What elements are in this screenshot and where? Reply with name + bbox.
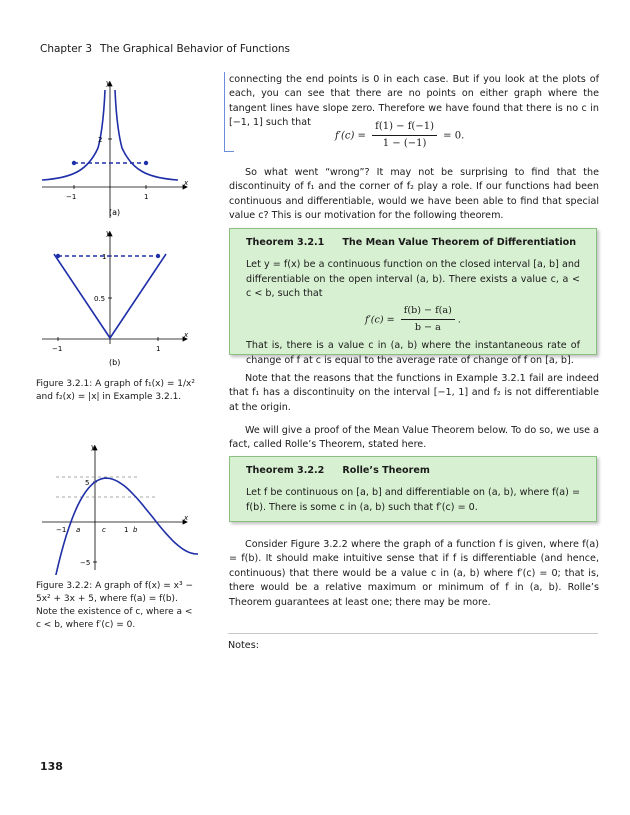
paragraph-5: Consider Figure 3.2.2 where the graph of a function f is given, where f(a) = f(b). It should make intuitive sense that if f is differentiable (and hence, continuous) that there would be a value c in (a, b) where f′(c) = 0; that is, there would be a relative maximum or minimum of f in (a, b). Rolle’s Theorem guarantees at least one; there may be more. [229,539,599,608]
x-label: x [184,514,189,522]
header-chapter: Chapter 3 [40,43,92,55]
endpoint-right [156,254,160,258]
x-tick-label-1: 1 [124,526,129,534]
curve-right-branch [115,90,178,180]
x-tick-label-neg1: −1 [52,345,63,353]
cubic-curve [47,478,198,575]
x-tick-label-neg1: −1 [66,193,77,201]
notes-area [228,633,598,651]
theorem-1-eq-fraction [401,304,455,336]
endpoint-right [144,161,148,165]
endpoint-left [72,161,76,165]
endpoint-left [56,254,60,258]
margin-accent-bar [224,72,225,152]
x-tick-label-1: 1 [156,345,161,353]
x-tick-label-1: 1 [144,193,149,201]
equation-1-fraction [372,120,437,152]
theorem-1-text-2: That is, there is a value c in (a, b) where the instantaneous rate of change of f at c is equal to the average rate of change of f on [a, b]. [246,340,580,366]
equation-1 [335,120,464,152]
y-tick-label-0-5: 0.5 [94,295,106,303]
equation-1-lhs: f′(c) = [335,130,366,142]
y-tick-label-5: 5 [85,479,90,487]
theorem-2-title [246,464,580,478]
equation-1-denominator: 1 − (−1) [382,138,427,150]
theorem-rolle [229,456,597,522]
x-tick-label-b: b [133,526,138,534]
y-tick-label-2: 2 [98,136,103,144]
page-number: 138 [40,760,63,773]
y-label: y [106,229,111,237]
theorem-1-eq-lhs: f′(c) = [365,314,395,326]
theorem-2-text: Let f be continuous on [a, b] and differentiable on (a, b), where f(a) = f(b). There is some c in (a, b) such that f′(c) = 0. [246,487,580,513]
theorem-1-eq-numerator: f(b) − f(a) [401,304,455,320]
subfigure-label-b: (b) [109,358,121,367]
theorem-1-title [246,236,580,250]
subfigure-label-a: (a) [109,208,121,217]
header-section: The Graphical Behavior of Functions [100,43,291,55]
theorem-1-eq-end: . [457,314,461,326]
notes-label: Notes: [228,640,259,651]
x-label: x [184,331,189,339]
y-label: y [106,79,111,87]
theorem-1-equation [246,304,580,336]
theorem-1-eq-denominator: b − a [414,322,441,334]
equation-1-numerator: f(1) − f(−1) [372,120,437,136]
theorem-2-number: Theorem 3.2.2 [246,465,325,476]
theorem-2-name: Rolle’s Theorem [342,465,430,476]
theorem-1-text-1: Let y = f(x) be a continuous function on the closed interval [a, b] and differentiable on the open interval (a, b). There exists a value c, a < c < b, such that [246,259,580,300]
y-label: y [91,443,96,451]
curve-left-branch [42,90,105,180]
paragraph-3: Note that the reasons that the functions in Example 3.2.1 fail are indeed that f₁ has a discontinuity on the interval [−1, 1] and f₂ is not differentiable at the origin. [229,373,599,413]
figure-3-2-1-b [38,228,198,370]
margin-accent-tick [224,151,234,152]
paragraph-2: So what went “wrong”? It may not be surprising to find that the discontinuity of f₁ and the corner of f₂ play a role. If our functions had been continuous and differentiable, would we have been able to find that special value c? This is our motivation for the following theorem. [229,167,599,222]
x-tick-label-a: a [76,526,81,534]
x-tick-label-c: c [102,526,106,534]
theorem-mean-value [229,228,597,366]
figure-3-2-1-caption: Figure 3.2.1: A graph of f₁(x) = 1/x² and f₂(x) = |x| in Example 3.2.1. [36,379,195,402]
theorem-1-number: Theorem 3.2.1 [246,237,325,248]
theorem-1-name: The Mean Value Theorem of Differentiation [342,237,577,248]
running-header [40,43,290,55]
equation-1-rhs: = 0. [443,130,465,142]
y-tick-label-1: 1 [102,253,107,261]
y-tick-label-neg5: −5 [80,559,91,567]
paragraph-4: We will give a proof of the Mean Value Theorem below. To do so, we use a fact, called Rolle’s Theorem, stated here. [229,425,599,451]
figure-3-2-1-a [38,78,198,226]
x-label: x [184,179,189,187]
figure-3-2-2-caption: Figure 3.2.2: A graph of f(x) = x³ − 5x² + 3x + 5, where f(a) = f(b). Note the existence of c, where a < c < b, where f′(c) = 0. [36,581,194,630]
x-tick-label-neg1: −1 [56,526,67,534]
paragraph-1: connecting the end points is 0 in each case. But if you look at the plots of each, you can see that there are no points on either graph where the tangent lines have slope zero. Therefore we have found that there is no c in [−1, 1] such that [229,74,599,129]
figure-3-2-2 [38,440,198,575]
